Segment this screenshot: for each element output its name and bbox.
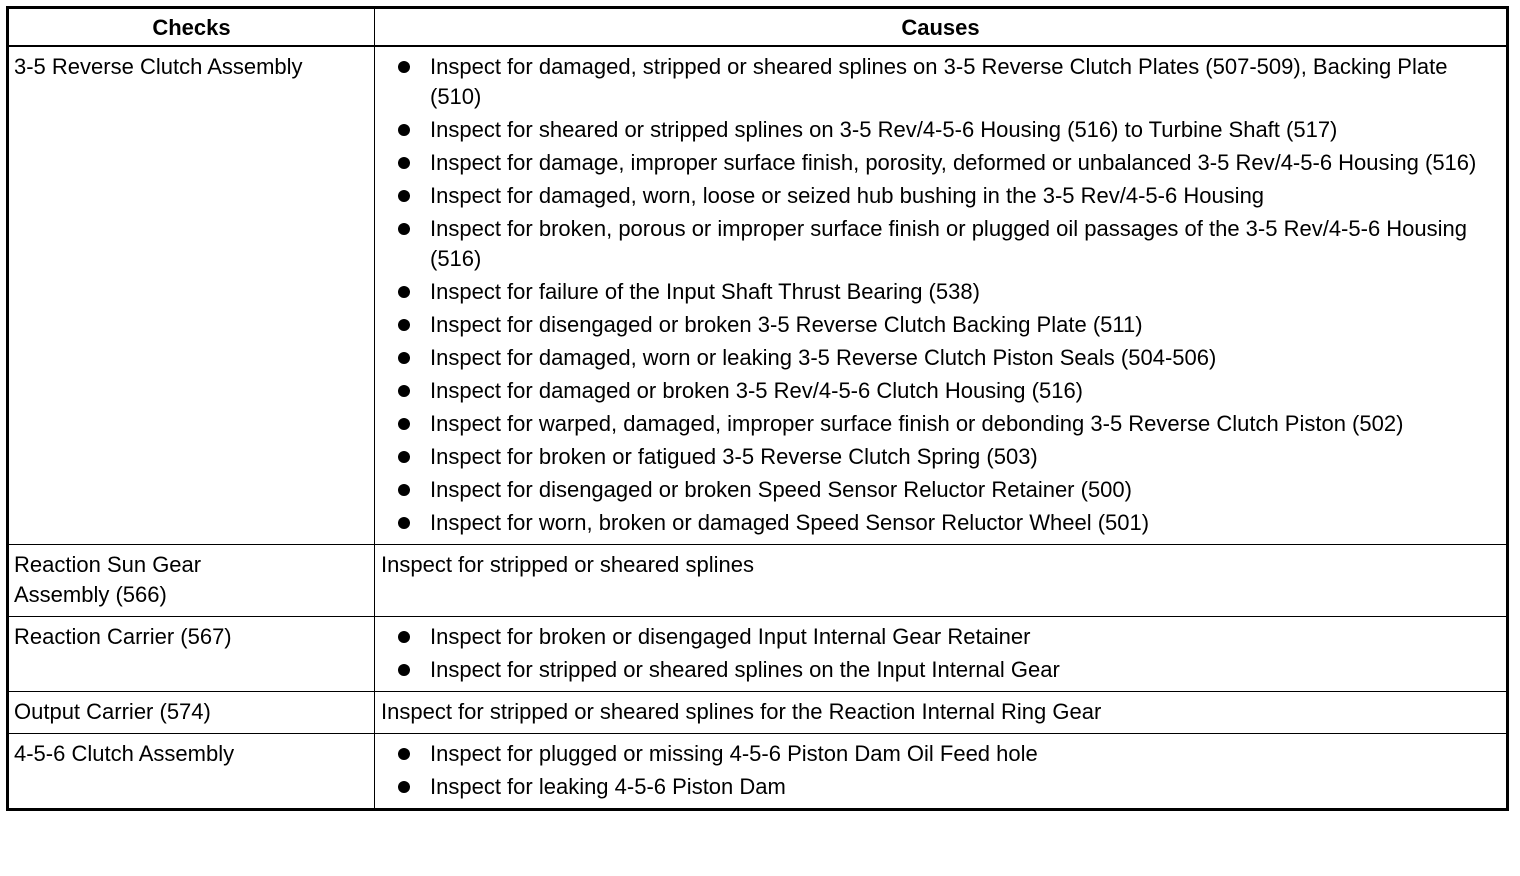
- cause-text: Inspect for damaged, worn, loose or seized hub bushing in the 3-5 Rev/4-5-6 Housing: [430, 182, 1265, 208]
- list-item: [381, 508, 1502, 538]
- list-item: [381, 214, 1502, 274]
- cause-text: Inspect for damaged, stripped or sheared splines on 3-5 Reverse Clutch Plates (507-509), Backing Plate (510): [430, 53, 1448, 109]
- cause-text: Inspect for damaged, worn or leaking 3-5 Reverse Clutch Piston Seals (504-506): [430, 344, 1217, 370]
- list-item: [381, 310, 1502, 340]
- check-cell: 4-5-6 Clutch Assembly: [8, 733, 375, 809]
- bullet-icon: [398, 352, 410, 364]
- table-row: [8, 46, 1508, 545]
- cause-text: Inspect for stripped or sheared splines on the Input Internal Gear: [430, 656, 1060, 682]
- bullet-icon: [398, 157, 410, 169]
- causes-list: [381, 622, 1502, 685]
- cause-text: Inspect for broken or disengaged Input Internal Gear Retainer: [430, 623, 1031, 649]
- causes-cell: Inspect for stripped or sheared splines for the Reaction Internal Ring Gear: [375, 691, 1508, 733]
- cause-text: Inspect for broken, porous or improper surface finish or plugged oil passages of the 3-5 Rev/4-5-6 Housing (516): [430, 215, 1468, 271]
- list-item: [381, 622, 1502, 652]
- diagnostic-table: [6, 6, 1509, 811]
- list-item: [381, 343, 1502, 373]
- list-item: [381, 115, 1502, 145]
- cause-text: Inspect for damaged or broken 3-5 Rev/4-5-6 Clutch Housing (516): [430, 377, 1084, 403]
- bullet-icon: [398, 385, 410, 397]
- causes-list: [381, 739, 1502, 802]
- cause-text: Inspect for plugged or missing 4-5-6 Piston Dam Oil Feed hole: [430, 740, 1038, 766]
- cause-text: Inspect for warped, damaged, improper surface finish or debonding 3-5 Reverse Clutch Piston (502): [430, 410, 1404, 436]
- bullet-icon: [398, 781, 410, 793]
- table-row: [8, 616, 1508, 691]
- cause-text: Inspect for worn, broken or damaged Speed Sensor Reluctor Wheel (501): [430, 509, 1150, 535]
- list-item: [381, 376, 1502, 406]
- table-row: [8, 733, 1508, 809]
- checks-header: Checks: [8, 8, 375, 46]
- causes-cell: [375, 733, 1508, 809]
- check-cell: Reaction Carrier (567): [8, 616, 375, 691]
- bullet-icon: [398, 484, 410, 496]
- list-item: [381, 277, 1502, 307]
- bullet-icon: [398, 223, 410, 235]
- header-row: [8, 8, 1508, 46]
- list-item: [381, 772, 1502, 802]
- bullet-icon: [398, 61, 410, 73]
- bullet-icon: [398, 517, 410, 529]
- cause-text: Inspect for disengaged or broken Speed Sensor Reluctor Retainer (500): [430, 476, 1132, 502]
- bullet-icon: [398, 748, 410, 760]
- table-row: [8, 544, 1508, 616]
- list-item: [381, 409, 1502, 439]
- cause-text: Inspect for damage, improper surface finish, porosity, deformed or unbalanced 3-5 Rev/4-5-6 Housing (516): [430, 149, 1477, 175]
- cause-text: Inspect for disengaged or broken 3-5 Reverse Clutch Backing Plate (511): [430, 311, 1143, 337]
- check-cell: Reaction Sun Gear Assembly (566): [8, 544, 375, 616]
- causes-list: [381, 52, 1502, 538]
- causes-cell: [375, 46, 1508, 545]
- causes-cell: [375, 616, 1508, 691]
- list-item: [381, 475, 1502, 505]
- cause-text: Inspect for failure of the Input Shaft Thrust Bearing (538): [430, 278, 980, 304]
- bullet-icon: [398, 418, 410, 430]
- list-item: [381, 739, 1502, 769]
- table-row: [8, 691, 1508, 733]
- bullet-icon: [398, 451, 410, 463]
- cause-text: Inspect for leaking 4-5-6 Piston Dam: [430, 773, 786, 799]
- list-item: [381, 181, 1502, 211]
- bullet-icon: [398, 631, 410, 643]
- list-item: [381, 148, 1502, 178]
- list-item: [381, 655, 1502, 685]
- bullet-icon: [398, 286, 410, 298]
- bullet-icon: [398, 319, 410, 331]
- bullet-icon: [398, 664, 410, 676]
- list-item: [381, 442, 1502, 472]
- bullet-icon: [398, 190, 410, 202]
- list-item: [381, 52, 1502, 112]
- cause-text: Inspect for broken or fatigued 3-5 Reverse Clutch Spring (503): [430, 443, 1038, 469]
- bullet-icon: [398, 124, 410, 136]
- cause-text: Inspect for sheared or stripped splines on 3-5 Rev/4-5-6 Housing (516) to Turbine Shaft (517): [430, 116, 1338, 142]
- causes-cell: Inspect for stripped or sheared splines: [375, 544, 1508, 616]
- causes-header: Causes: [375, 8, 1508, 46]
- check-cell: 3-5 Reverse Clutch Assembly: [8, 46, 375, 545]
- check-cell: Output Carrier (574): [8, 691, 375, 733]
